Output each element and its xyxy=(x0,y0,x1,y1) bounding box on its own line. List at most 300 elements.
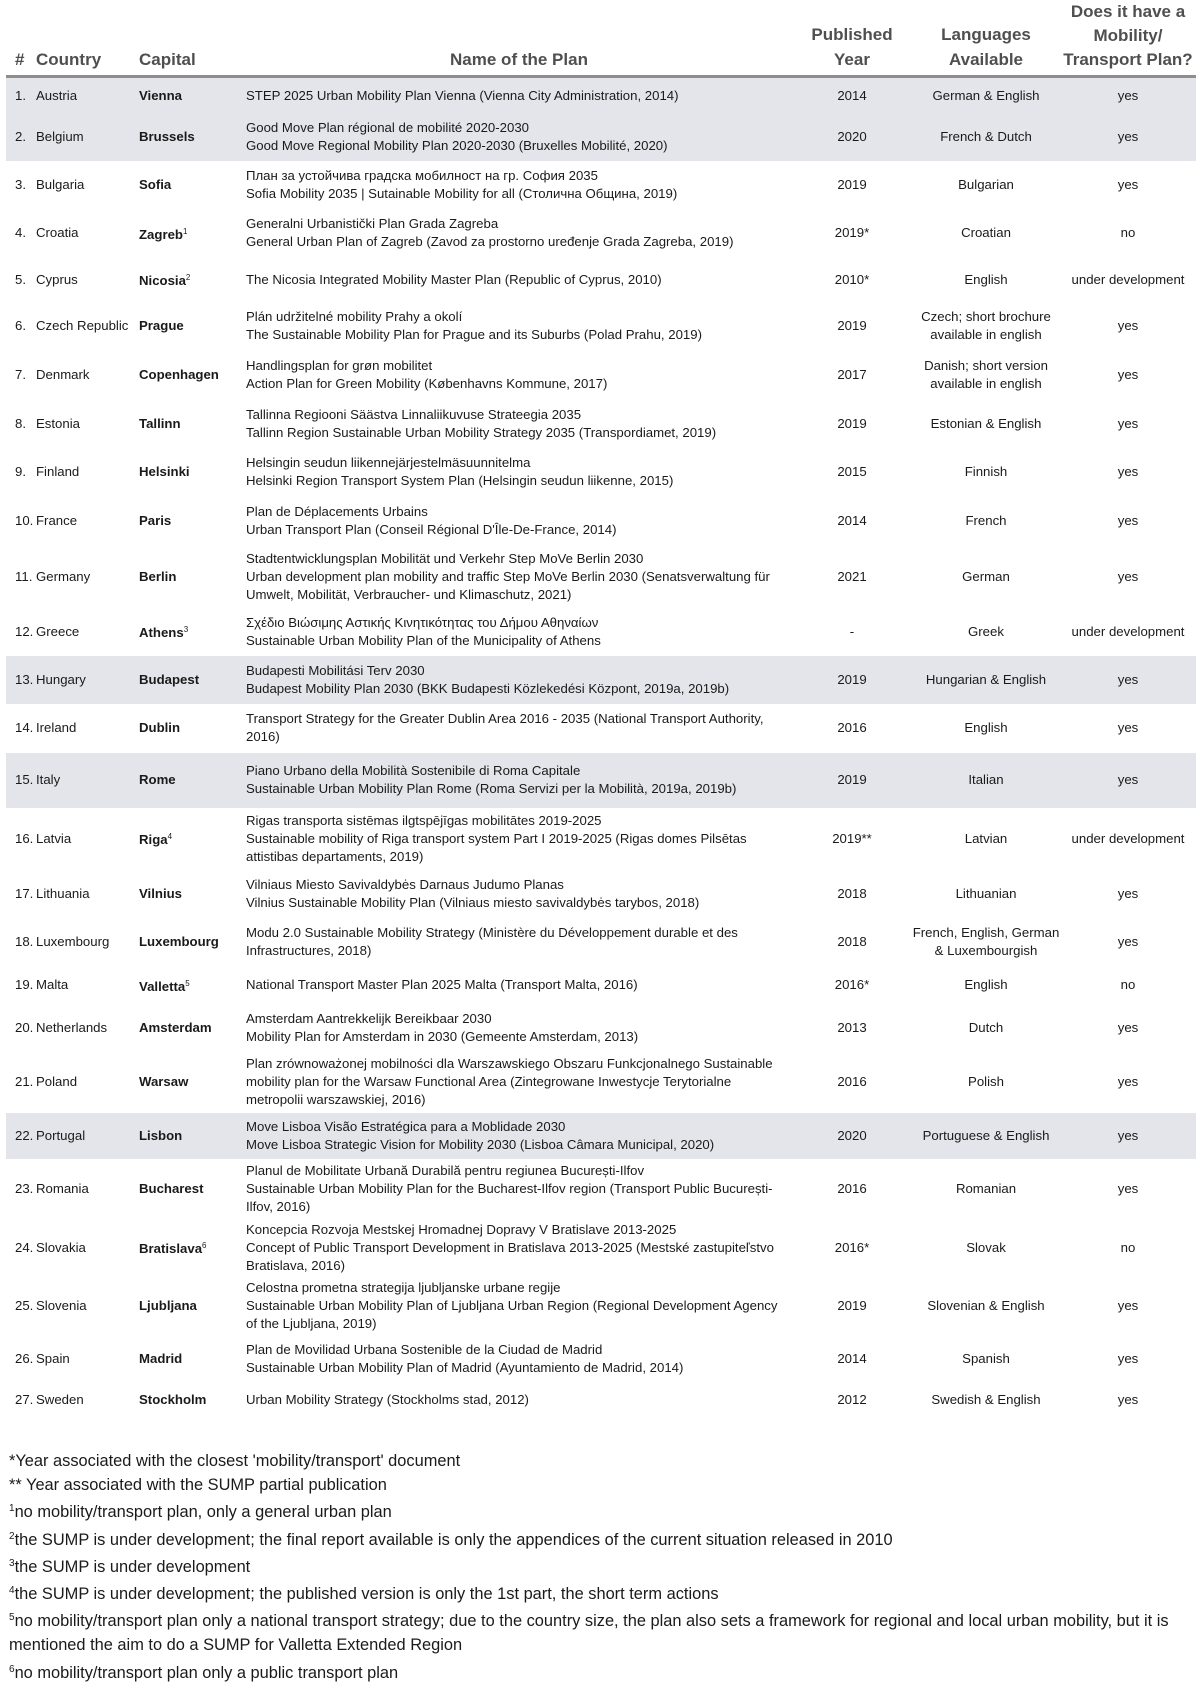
published-year-cell: 2020 xyxy=(792,114,912,161)
footnote-marker: 1 xyxy=(182,226,188,236)
row-number: 7. xyxy=(15,367,26,382)
plan-name-line: Stadtentwicklungsplan Mobilität und Verkehr Step MoVe Berlin 2030 xyxy=(246,550,644,566)
country-cell: Poland xyxy=(36,1074,78,1089)
published-year-cell: 2016* xyxy=(834,977,870,992)
plan-name-cell xyxy=(246,1277,792,1336)
has-plan-cell: yes xyxy=(1060,1113,1196,1159)
plan-name-line: STEP 2025 Urban Mobility Plan Vienna (Vienna City Administration, 2014) xyxy=(246,87,679,103)
plan-name-line: Mobility Plan for Amsterdam in 2030 (Gemeente Amsterdam, 2013) xyxy=(246,1028,639,1044)
table-row xyxy=(6,546,1196,608)
footnote-text: ** Year associated with the SUMP partial publication xyxy=(9,1476,387,1495)
capital-cell xyxy=(139,351,246,400)
row-number: 20. xyxy=(15,1019,34,1035)
capital-name: Zagreb xyxy=(139,226,183,242)
footnote xyxy=(9,1552,1194,1579)
plan-name-cell xyxy=(246,497,792,546)
footnote-number: 1 xyxy=(9,1503,15,1515)
table-row xyxy=(6,77,1196,114)
country-cell: Italy xyxy=(34,753,139,808)
capital-name: Bratislava xyxy=(139,1241,203,1256)
languages-cell: Portuguese & English xyxy=(912,1113,1060,1159)
row-number: 12. xyxy=(15,623,34,639)
published-year-cell: 2019 xyxy=(837,176,867,192)
row-number: 3. xyxy=(15,176,26,192)
footnote xyxy=(9,1449,1194,1473)
capital-name: Valletta xyxy=(139,978,186,994)
country-cell: Lithuania xyxy=(36,885,90,901)
country-cell: Finland xyxy=(36,464,80,479)
capital-name: Luxembourg xyxy=(139,934,219,949)
plan-name-line: Plán udržitelné mobility Prahy a okolí xyxy=(246,309,463,324)
plan-name-line: Action Plan for Green Mobility (Københavns Kommune, 2017) xyxy=(246,376,608,391)
has-plan-cell: yes xyxy=(1117,464,1139,479)
plan-name-line: Plan de Déplacements Urbains xyxy=(246,504,428,519)
published-year-cell: 2019 xyxy=(837,318,867,333)
plan-name-line: Concept of Public Transport Development in Bratislava 2013-2025 (Mestské zastupiteľstvo Bratislava, 2016) xyxy=(246,1239,774,1273)
plan-name-line: Sofia Mobility 2035 | Sutainable Mobility for all (Столична Община, 2019) xyxy=(246,185,678,201)
published-year-cell: 2017 xyxy=(837,367,867,382)
has-plan-cell: yes xyxy=(1060,77,1196,114)
plan-name-cell xyxy=(246,400,792,448)
has-plan-cell: yes xyxy=(1117,1074,1139,1089)
row-number: 17. xyxy=(15,885,34,901)
plan-name-cell xyxy=(246,870,792,918)
published-year-cell: 2021 xyxy=(837,568,867,584)
row-number: 23. xyxy=(15,1180,34,1196)
plan-name-line: Sustainable Urban Mobility Plan of Ljubljana Urban Region (Regional Development Agency of the Ljubljana, 2019) xyxy=(246,1298,778,1331)
has-plan-cell: under development xyxy=(1071,830,1185,846)
has-plan-cell: yes xyxy=(1060,753,1196,808)
languages-cell: Polish xyxy=(968,1074,1004,1089)
plan-name-cell xyxy=(246,77,792,114)
plan-name-line: Budapest Mobility Plan 2030 (BKK Budapesti Közlekedési Központ, 2019a, 2019b) xyxy=(246,680,730,696)
has-plan-cell: yes xyxy=(1117,318,1139,333)
has-plan-cell: no xyxy=(1120,225,1136,240)
country-cell: Spain xyxy=(36,1350,70,1366)
plan-name-line: Move Lisboa Strategic Vision for Mobility 2030 (Lisboa Câmara Municipal, 2020) xyxy=(246,1136,715,1152)
table-row xyxy=(6,608,1196,656)
table-row xyxy=(6,1277,1196,1336)
plan-name-cell xyxy=(246,1004,792,1052)
plan-name-cell xyxy=(246,114,792,161)
capital-name: Prague xyxy=(139,318,184,333)
table-row xyxy=(6,114,1196,161)
footnote-text: no mobility/transport plan only a public transport plan xyxy=(14,1663,399,1682)
capital-cell xyxy=(139,1219,246,1277)
footnote-number: 5 xyxy=(9,1612,15,1624)
row-number: 10. xyxy=(15,513,34,528)
table-row xyxy=(6,351,1196,400)
capital-name: Copenhagen xyxy=(139,367,219,382)
row-number: 21. xyxy=(15,1074,34,1089)
capital-name: Helsinki xyxy=(139,464,190,479)
capital-cell xyxy=(139,1004,246,1052)
languages-cell: Latvian xyxy=(964,830,1008,846)
plan-name-line: National Transport Master Plan 2025 Malta (Transport Malta, 2016) xyxy=(246,977,638,992)
published-year-cell: 2013 xyxy=(837,1019,867,1035)
languages-cell: Italian xyxy=(912,753,1060,808)
footnote-marker: 3 xyxy=(183,625,189,634)
plan-name-cell xyxy=(246,302,792,351)
plan-name-line: Vilnius Sustainable Mobility Plan (Vilniaus miesto savivaldybės tarybos, 2018) xyxy=(246,894,700,910)
plan-name-cell xyxy=(246,161,792,209)
plan-name-line: Celostna prometna strategija ljubljanske urbane regije xyxy=(246,1280,561,1295)
published-year-cell: 2018 xyxy=(837,885,867,901)
languages-cell: English xyxy=(964,720,1008,735)
capital-name: Vilnius xyxy=(139,885,182,901)
plan-name-line: Tallinn Region Sustainable Urban Mobility Strategy 2035 (Transpordiamet, 2019) xyxy=(246,424,717,440)
footnote-text: the SUMP is under development; the published version is only the 1st part, the short term actions xyxy=(14,1585,719,1604)
plan-name-line: The Nicosia Integrated Mobility Master Plan (Republic of Cyprus, 2010) xyxy=(246,271,662,287)
capital-cell xyxy=(139,918,246,967)
capital-cell xyxy=(139,161,246,209)
row-number: 8. xyxy=(15,415,26,431)
capital-cell xyxy=(139,1336,246,1382)
plan-name-cell xyxy=(246,608,792,656)
has-plan-cell: yes xyxy=(1117,568,1139,584)
table-row xyxy=(6,400,1196,448)
country-cell: Belgium xyxy=(34,114,139,161)
footnote-text: *Year associated with the closest 'mobility/transport' document xyxy=(9,1452,461,1470)
country-cell: Germany xyxy=(36,568,91,584)
table-body xyxy=(6,77,1196,1419)
plan-name-line: Generalni Urbanistički Plan Grada Zagreba xyxy=(246,216,499,231)
table-row xyxy=(6,448,1196,497)
table-row xyxy=(6,1052,1196,1113)
row-number: 1. xyxy=(6,77,34,114)
row-number: 6. xyxy=(15,318,26,333)
capital-name: Ljubljana xyxy=(139,1298,197,1313)
plan-name-line: План за устойчива градска мобилност на гр. София 2035 xyxy=(246,167,598,183)
capital-cell xyxy=(139,209,246,258)
plan-name-line: Σχέδιο Βιώσιμης Αστικής Κινητικότητας του Δήμου Αθηναίων xyxy=(246,614,599,630)
plan-name-line: Handlingsplan for grøn mobilitet xyxy=(246,358,433,373)
capital-name: Madrid xyxy=(139,1350,183,1366)
table-row xyxy=(6,967,1196,1004)
capital-cell xyxy=(139,1052,246,1113)
country-cell: Sweden xyxy=(36,1392,84,1407)
published-year-cell: 2019 xyxy=(792,656,912,704)
capital-cell xyxy=(139,704,246,753)
plan-name-line: Move Lisboa Visão Estratégica para a Moblidade 2030 xyxy=(246,1118,566,1134)
plan-name-line: Modu 2.0 Sustainable Mobility Strategy (Ministère du Développement durable et des Infrastructures, 2018) xyxy=(246,925,738,958)
plan-name-line: Piano Urbano della Mobilità Sostenibile di Roma Capitale xyxy=(246,763,581,778)
table-row xyxy=(6,918,1196,967)
table-row xyxy=(6,870,1196,918)
country-cell: Luxembourg xyxy=(36,934,110,949)
header-num: # xyxy=(6,0,34,77)
published-year-cell: 2016* xyxy=(834,1239,870,1255)
capital-name: Rome xyxy=(139,772,176,787)
footnote xyxy=(9,1473,1194,1497)
languages-cell: German & English xyxy=(912,77,1060,114)
published-year-cell: 2014 xyxy=(792,77,912,114)
row-number: 15. xyxy=(6,753,34,808)
plan-name-line: Vilniaus Miesto Savivaldybės Darnaus Judumo Planas xyxy=(246,876,564,892)
plan-name-line: Good Move Plan régional de mobilité 2020-2030 xyxy=(246,120,529,135)
capital-name: Berlin xyxy=(139,568,177,584)
capital-name: Stockholm xyxy=(139,1392,207,1407)
footnote-marker: 4 xyxy=(167,832,173,841)
languages-cell: Bulgarian xyxy=(958,176,1014,192)
footnote-text: no mobility/transport plan only a national transport strategy; due to the country size, the plan also sets a framework for regional and local urban mobility, but it is mentioned the aim to do a SUMP for Valletta Extended Region xyxy=(9,1612,1169,1655)
has-plan-cell: yes xyxy=(1117,513,1139,528)
row-number: 27. xyxy=(15,1392,34,1407)
has-plan-cell: yes xyxy=(1117,720,1139,735)
capital-cell xyxy=(139,656,246,704)
header-has-plan: Does it have a Mobility/ Transport Plan? xyxy=(1060,0,1196,77)
has-plan-cell: yes xyxy=(1117,1019,1139,1035)
plan-name-cell xyxy=(246,753,792,808)
languages-cell: English xyxy=(964,271,1008,287)
plans-table-container xyxy=(6,0,1196,1419)
capital-cell xyxy=(139,1382,246,1419)
has-plan-cell: yes xyxy=(1117,1180,1139,1196)
capital-name: Athens xyxy=(139,625,184,640)
header-plan: Name of the Plan xyxy=(246,0,792,77)
capital-name: Paris xyxy=(139,513,172,528)
languages-cell: Danish; short version available in english xyxy=(924,358,1048,391)
plan-name-line: General Urban Plan of Zagreb (Zavod za prostorno uređenje Grada Zagreba, 2019) xyxy=(246,234,734,249)
languages-cell: French xyxy=(965,513,1007,528)
country-cell: Malta xyxy=(36,977,69,992)
table-row xyxy=(6,1336,1196,1382)
capital-cell xyxy=(139,77,246,114)
capital-name: Lisbon xyxy=(139,1127,183,1143)
has-plan-cell: yes xyxy=(1117,1392,1139,1407)
header-capital: Capital xyxy=(139,0,246,77)
plan-name-line: Urban development plan mobility and traffic Step MoVe Berlin 2030 (Senatsverwaltung für Umwelt, Mobilität, Verbraucher- und Klimaschutz, 2021) xyxy=(246,568,770,602)
footnote-text: no mobility/transport plan, only a general urban plan xyxy=(14,1503,392,1522)
table-header-row xyxy=(6,0,1196,77)
languages-cell: Lithuanian xyxy=(955,885,1017,901)
footnote-text: the SUMP is under development; the final report available is only the appendices of the current situation released in 2010 xyxy=(14,1530,893,1549)
country-cell: Slovenia xyxy=(36,1298,87,1313)
header-year: Published Year xyxy=(792,0,912,77)
table-row xyxy=(6,161,1196,209)
plan-name-line: Helsinki Region Transport System Plan (Helsingin seudun liikenne, 2015) xyxy=(246,473,674,488)
plan-name-line: Amsterdam Aantrekkelijk Bereikbaar 2030 xyxy=(246,1010,492,1026)
languages-cell: English xyxy=(964,977,1008,992)
plan-name-line: Good Move Regional Mobility Plan 2020-2030 (Bruxelles Mobilité, 2020) xyxy=(246,138,668,153)
languages-cell: French & Dutch xyxy=(912,114,1060,161)
languages-cell: Slovenian & English xyxy=(927,1298,1045,1313)
footnote-number: 3 xyxy=(9,1557,15,1569)
footnote xyxy=(9,1497,1194,1524)
plan-name-cell xyxy=(246,1113,792,1159)
plan-name-line: Koncepcia Rozvoja Mestskej Hromadnej Dopravy V Bratislave 2013-2025 xyxy=(246,1221,677,1237)
row-number: 13. xyxy=(6,656,34,704)
published-year-cell: 2015 xyxy=(837,464,867,479)
published-year-cell: 2014 xyxy=(837,513,867,528)
plan-name-cell xyxy=(246,258,792,302)
published-year-cell: 2016 xyxy=(837,720,867,735)
published-year-cell: 2020 xyxy=(792,1113,912,1159)
has-plan-cell: under development xyxy=(1071,271,1185,287)
languages-cell: Dutch xyxy=(968,1019,1004,1035)
has-plan-cell: no xyxy=(1120,1239,1136,1255)
plan-name-cell xyxy=(246,1382,792,1419)
table-row xyxy=(6,753,1196,808)
row-number: 18. xyxy=(15,934,34,949)
published-year-cell: - xyxy=(849,623,855,639)
table-row xyxy=(6,704,1196,753)
languages-cell: Slovak xyxy=(966,1239,1006,1255)
table-row xyxy=(6,1004,1196,1052)
has-plan-cell: no xyxy=(1120,977,1136,992)
footnote xyxy=(9,1606,1194,1657)
capital-cell xyxy=(139,753,246,808)
has-plan-cell: yes xyxy=(1117,176,1139,192)
languages-cell: Swedish & English xyxy=(931,1392,1041,1407)
row-number: 16. xyxy=(15,830,34,846)
country-cell: Estonia xyxy=(36,415,80,431)
capital-cell xyxy=(139,448,246,497)
plan-name-cell xyxy=(246,1052,792,1113)
capital-cell xyxy=(139,608,246,656)
plan-name-line: Tallinna Regiooni Säästva Linnaliikuvuse Strateegia 2035 xyxy=(246,406,582,422)
has-plan-cell: yes xyxy=(1117,367,1139,382)
plan-name-cell xyxy=(246,918,792,967)
plan-name-line: Rigas transporta sistēmas ilgtspējīgas mobilitātes 2019-2025 xyxy=(246,812,602,828)
languages-cell: Czech; short brochure available in english xyxy=(921,309,1051,342)
capital-name: Dublin xyxy=(139,720,181,735)
footnote xyxy=(9,1658,1194,1685)
published-year-cell: 2019* xyxy=(834,225,870,240)
published-year-cell: 2018 xyxy=(837,934,867,949)
table-row xyxy=(6,1113,1196,1159)
country-cell: Austria xyxy=(34,77,139,114)
footnote xyxy=(9,1525,1194,1552)
published-year-cell: 2019 xyxy=(837,1298,867,1313)
country-cell: Netherlands xyxy=(36,1019,108,1035)
country-cell: Greece xyxy=(36,623,80,639)
footnote-number: 4 xyxy=(9,1585,15,1597)
header-languages: Languages Available xyxy=(912,0,1060,77)
table-row xyxy=(6,258,1196,302)
table-row xyxy=(6,302,1196,351)
row-number: 2. xyxy=(6,114,34,161)
footnote xyxy=(9,1579,1194,1606)
has-plan-cell: yes xyxy=(1060,656,1196,704)
row-number: 19. xyxy=(15,977,34,992)
country-cell: Czech Republic xyxy=(36,318,129,333)
country-cell: Cyprus xyxy=(36,271,78,287)
header-country: Country xyxy=(34,0,139,77)
table-row xyxy=(6,808,1196,870)
footnote-number: 2 xyxy=(9,1530,15,1542)
country-cell: Denmark xyxy=(36,367,90,382)
plan-name-line: Urban Mobility Strategy (Stockholms stad, 2012) xyxy=(246,1392,529,1407)
row-number: 26. xyxy=(15,1350,34,1366)
table-row xyxy=(6,209,1196,258)
footnote-text: the SUMP is under development xyxy=(14,1557,251,1576)
has-plan-cell: yes xyxy=(1060,114,1196,161)
languages-cell: Estonian & English xyxy=(930,415,1042,431)
country-cell: Ireland xyxy=(36,720,77,735)
published-year-cell: 2012 xyxy=(837,1392,867,1407)
capital-cell xyxy=(139,400,246,448)
capital-name: Bucharest xyxy=(139,1180,204,1196)
capital-name: Vienna xyxy=(139,87,183,103)
plan-name-line: Transport Strategy for the Greater Dublin Area 2016 - 2035 (National Transport Authority, 2016) xyxy=(246,711,764,744)
published-year-cell: 2016 xyxy=(837,1074,867,1089)
published-year-cell: 2019 xyxy=(837,415,867,431)
table-row xyxy=(6,497,1196,546)
table-row xyxy=(6,656,1196,704)
plan-name-line: Sustainable Urban Mobility Plan of Madrid (Ayuntamiento de Madrid, 2014) xyxy=(246,1359,684,1375)
plan-name-cell xyxy=(246,448,792,497)
plan-name-cell xyxy=(246,1336,792,1382)
plan-name-line: Planul de Mobilitate Urbană Durabilă pentru regiunea București-Ilfov xyxy=(246,1162,645,1178)
plan-name-line: Helsingin seudun liikennejärjestelmäsuunnitelma xyxy=(246,455,531,470)
capital-name: Riga xyxy=(139,832,168,847)
capital-name: Tallinn xyxy=(139,415,181,431)
has-plan-cell: yes xyxy=(1117,934,1139,949)
plan-name-line: Sustainable Urban Mobility Plan for the Bucharest-Ilfov region (Transport Public București-Ilfov, 2016) xyxy=(246,1180,773,1214)
capital-name: Nicosia xyxy=(139,273,186,288)
has-plan-cell: yes xyxy=(1117,1298,1139,1313)
plan-name-line: Sustainable Urban Mobility Plan Rome (Roma Servizi per la Mobilità, 2019a, 2019b) xyxy=(246,781,737,796)
languages-cell: Greek xyxy=(968,623,1004,639)
plan-name-cell xyxy=(246,967,792,1004)
row-number: 14. xyxy=(15,720,34,735)
row-number: 22. xyxy=(6,1113,34,1159)
table-row xyxy=(6,1219,1196,1277)
table-row xyxy=(6,1159,1196,1219)
capital-cell xyxy=(139,1159,246,1219)
row-number: 24. xyxy=(15,1239,34,1255)
mobility-plans-table xyxy=(6,0,1196,1419)
languages-cell: German xyxy=(962,568,1010,584)
plan-name-cell xyxy=(246,1219,792,1277)
row-number: 5. xyxy=(15,271,26,287)
plan-name-line: The Sustainable Mobility Plan for Prague and its Suburbs (Polad Prahu, 2019) xyxy=(246,327,702,342)
country-cell: France xyxy=(36,513,78,528)
capital-cell xyxy=(139,967,246,1004)
capital-name: Warsaw xyxy=(139,1074,189,1089)
languages-cell: Croatian xyxy=(961,225,1011,240)
published-year-cell: 2019** xyxy=(832,830,872,846)
languages-cell: Finnish xyxy=(964,464,1008,479)
footnote-marker: 5 xyxy=(185,978,190,988)
has-plan-cell: yes xyxy=(1117,1350,1139,1366)
capital-name: Brussels xyxy=(139,129,195,144)
country-cell: Portugal xyxy=(34,1113,139,1159)
plan-name-line: Plan zrównoważonej mobilności dla Warszawskiego Obszaru Funkcjonalnego Sustainable mobility plan for the Warsaw Functional Area (Zintegrowane Inwestycje Terytorialne metropolii warszawskiej, 2016) xyxy=(246,1056,773,1107)
languages-cell: French, English, German & Luxembourgish xyxy=(912,925,1060,958)
published-year-cell: 2010* xyxy=(834,271,870,287)
capital-name: Amsterdam xyxy=(139,1019,212,1035)
row-number: 9. xyxy=(15,464,26,479)
country-cell: Hungary xyxy=(34,656,139,704)
capital-cell xyxy=(139,114,246,161)
published-year-cell: 2014 xyxy=(837,1350,867,1366)
footnote-marker: 6 xyxy=(202,1241,207,1250)
plan-name-line: Urban Transport Plan (Conseil Régional D'Île-De-France, 2014) xyxy=(246,522,617,537)
plan-name-cell xyxy=(246,209,792,258)
capital-name: Sofia xyxy=(139,176,172,192)
plan-name-cell xyxy=(246,656,792,704)
languages-cell: Spanish xyxy=(962,1350,1010,1366)
country-cell: Bulgaria xyxy=(36,176,85,192)
has-plan-cell: under development xyxy=(1071,623,1185,639)
plan-name-cell xyxy=(246,351,792,400)
plan-name-line: Sustainable Urban Mobility Plan of the Municipality of Athens xyxy=(246,632,601,648)
capital-cell xyxy=(139,808,246,870)
published-year-cell: 2019 xyxy=(792,753,912,808)
plan-name-line: Sustainable mobility of Riga transport system Part I 2019-2025 (Rigas domes Pilsētas attistibas departaments, 2019) xyxy=(246,830,747,864)
